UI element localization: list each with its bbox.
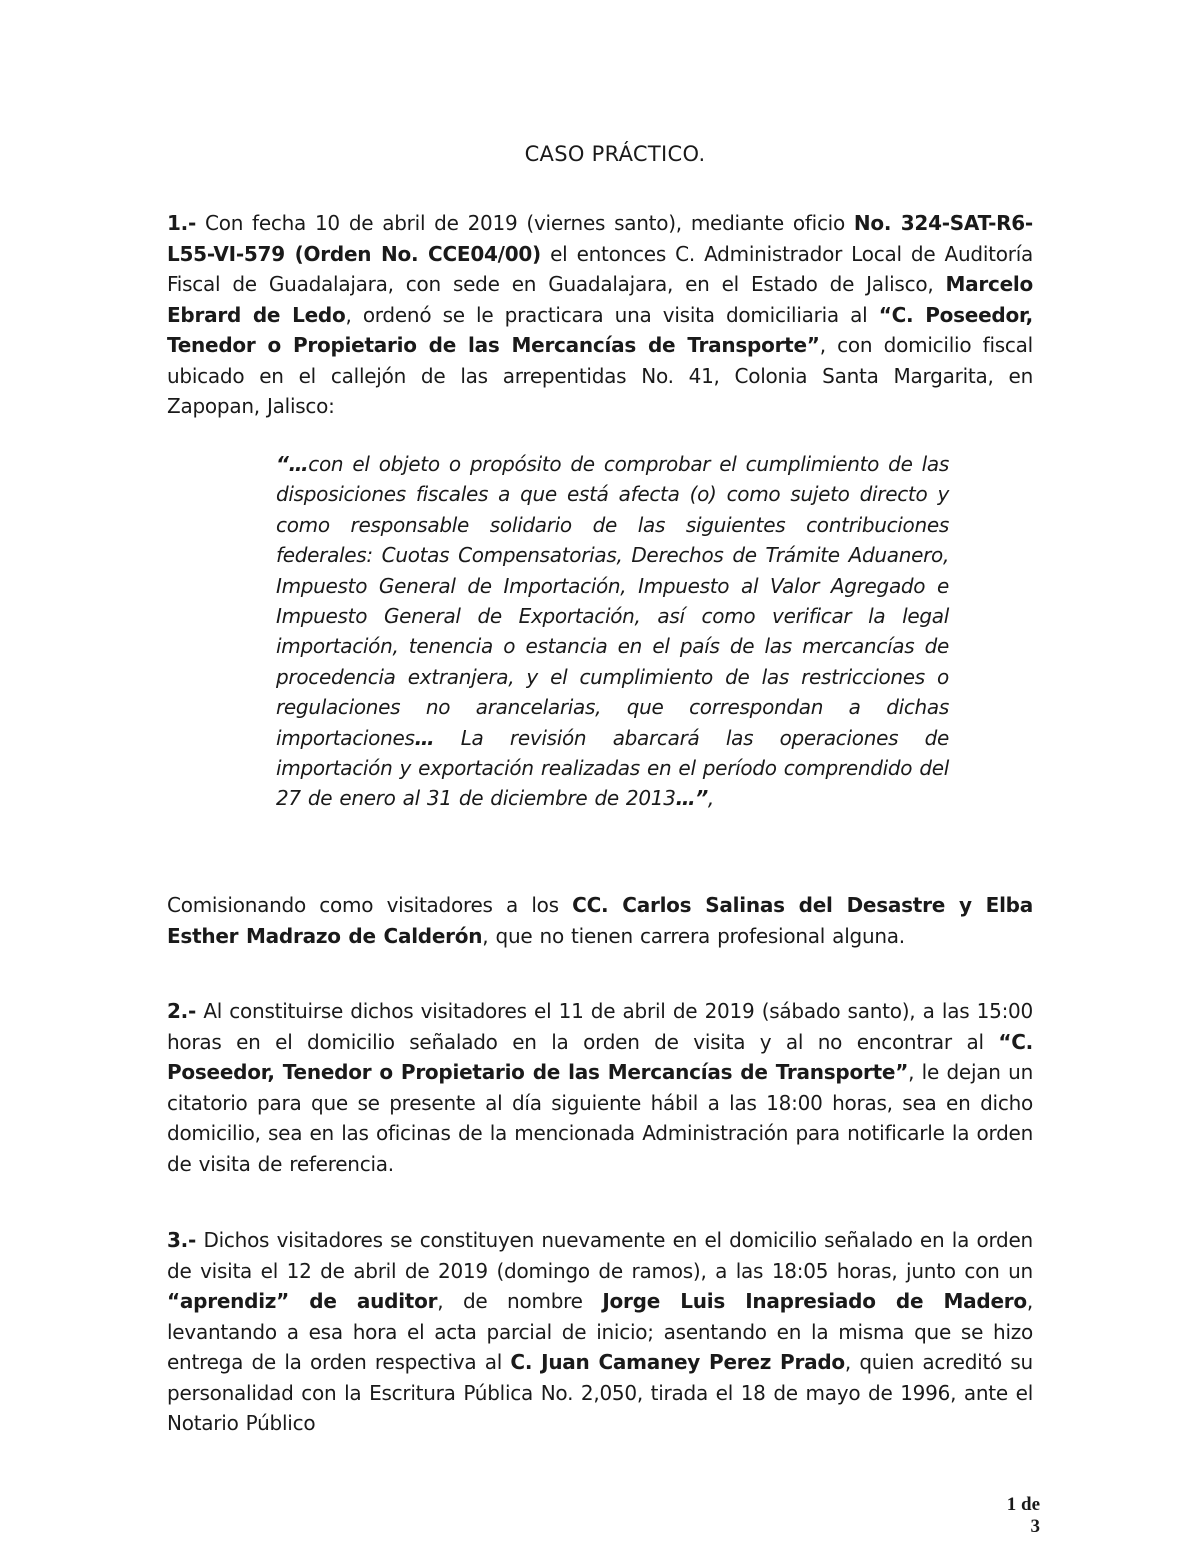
text: , que no tienen carrera profesional alguna. <box>482 923 905 948</box>
text: , levantando a esa hora el acta parcial de inicio; asentando en la misma que se hizo entrega de la orden respectiva al <box>167 1289 1033 1374</box>
text: La revisión abarcará las operaciones de importación y exportación realizadas en el período comprendido del 27 de enero al 31 de diciembre de 2013 <box>276 725 949 811</box>
paragraph-number: 2.- <box>167 999 197 1023</box>
bold-text: …” <box>675 786 708 811</box>
paragraph-1 <box>167 208 1033 422</box>
paragraph-number: 3.- <box>167 1228 197 1252</box>
text: , <box>707 786 714 811</box>
paragraph-number: 1.- <box>167 211 197 235</box>
bold-text: “C. Poseedor, Tenedor o Propietario de las Mercancías de Transporte” <box>167 302 1033 357</box>
bold-text: No. 324-SAT-R6-L55-VI-579 (Orden No. CCE04/00) <box>167 211 1033 266</box>
bold-text: Marcelo Ebrard de Ledo <box>167 272 1033 327</box>
bold-text: C. Juan Camaney Perez Prado <box>510 1350 845 1374</box>
page-total: 3 <box>1030 1516 1040 1537</box>
document-title: CASO PRÁCTICO. <box>524 142 706 166</box>
paragraph-2 <box>167 996 1033 1179</box>
commission-paragraph <box>167 890 1033 951</box>
bold-text: “… <box>276 452 309 476</box>
text: , de nombre <box>437 1289 603 1313</box>
text: , ordenó se le practicara una visita domiciliaria al <box>345 302 879 327</box>
text: Comisionando como visitadores a los <box>167 893 573 917</box>
bold-text: CC. Carlos Salinas del Desastre y Elba Esther Madrazo de Calderón <box>167 893 1033 948</box>
text: con el objeto o propósito de comprobar el cumplimiento de las disposiciones fiscales a que está afecta (o) como sujeto directo y como responsable solidario de las siguientes contribuciones federales: Cuotas Compensatorias, Derechos de Trámite Aduanero, Impuesto General de Importación, Impuesto al Valor Agregado e Impuesto General de Exportación, así como verificar la legal importación, tenencia o estancia en el país de las mercancías de procedencia extranjera, y el cumplimiento de las restricciones o regulaciones no arancelarias, que correspondan a dichas importaciones <box>276 452 949 750</box>
page-current: 1 <box>1006 1494 1017 1515</box>
text: , con domicilio fiscal ubicado en el callejón de las arrepentidas No. 41, Colonia Santa Margarita, en Zapopan, Jalisco: <box>167 333 1033 418</box>
quoted-order-text <box>276 449 949 814</box>
text: Dichos visitadores se constituyen nuevamente en el domicilio señalado en la orden de visita el 12 de abril de 2019 (domingo de ramos), a las 18:05 horas, junto con un <box>167 1228 1033 1283</box>
page-separator: de <box>1021 1494 1040 1515</box>
bold-text: “C. Poseedor, Tenedor o Propietario de las Mercancías de Transporte” <box>167 1029 1033 1084</box>
paragraph-3 <box>167 1225 1033 1439</box>
text: Al constituirse dichos visitadores el 11 de abril de 2019 (sábado santo), a las 15:00 horas en el domicilio señalado en la orden de visita y al no encontrar al <box>167 999 1033 1054</box>
text: el entonces C. Administrador Local de Auditoría Fiscal de Guadalajara, con sede en Guadalajara, en el Estado de Jalisco, <box>167 241 1034 296</box>
bold-text: … <box>414 725 435 750</box>
bold-text: “aprendiz” de auditor <box>167 1289 438 1313</box>
text: Con fecha 10 de abril de 2019 (viernes santo), mediante oficio <box>196 211 854 235</box>
text: , quien acreditó su personalidad con la Escritura Pública No. 2,050, tirada el 18 de mayo de 1996, ante el Notario Público <box>167 1350 1033 1435</box>
bold-text: Jorge Luis Inapresiado de Madero <box>602 1289 1027 1313</box>
page-number <box>1000 1494 1040 1538</box>
text: , le dejan un citatorio para que se presente al día siguiente hábil a las 18:00 horas, sea en dicho domicilio, sea en las oficinas de la mencionada Administración para notificarle la orden de visita de referencia. <box>167 1060 1033 1176</box>
